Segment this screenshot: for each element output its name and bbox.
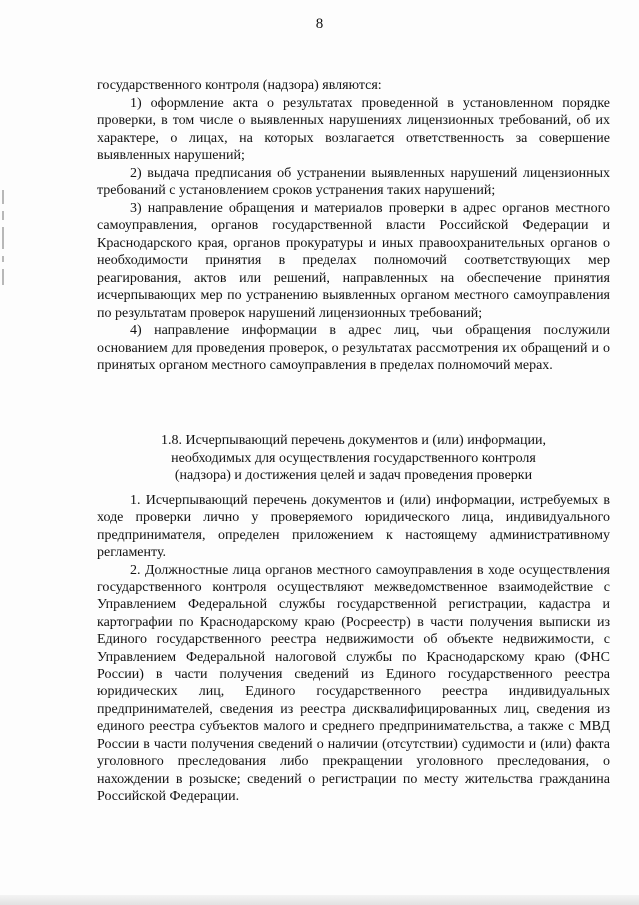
section-heading-line: (надзора) и достижения целей и задач проведения проверки: [174, 468, 533, 483]
page-number: 8: [315, 16, 324, 32]
intro-lead: государственного контроля (надзора) являются:: [97, 78, 382, 93]
list-item: 4) направление информации в адрес лиц, чьи обращения послужили основанием для проведения проверок, о результатах рассмотрения их обращений и о принятых органом местного самоуправления в пределах полномочий мерах.: [97, 323, 610, 373]
list-item: 2) выдача предписания об устранении выявленных нарушений лицензионных требований с установлением сроков устранения таких нарушений;: [97, 165, 610, 198]
paragraph: 2. Должностные лица органов местного самоуправления в ходе осуществления государственного контроля осуществляют межведомственное взаимодействие с Управлением Федеральной службы государственной регистрации, кадастра и картографии по Краснодарскому краю (Росреестр) в части получения выписки из Единого государственного реестра недвижимости об объекте недвижимости, с Управлением Федеральной налоговой службы по Краснодарскому краю (ФНС России) в части получения сведений из Единого государственного реестра юридических лиц, Единого государственного реестра индивидуальных предпринимателей, сведения из реестра дисквалифицированных лиц, сведения из единого реестра субъектов малого и среднего предпринимательства, а также с МВД России в части получения сведений о наличии (отсутствии) судимости и (или) факта уголовного преследования либо прекращении уголовного преследования, о нахождении в розыске; сведений о регистрации по месту жительства гражданина Российской Федерации.: [97, 562, 610, 804]
section-heading-line: 1.8. Исчерпывающий перечень документов и (или) информации,: [161, 433, 546, 448]
section-heading-line: необходимых для осуществления государственного контроля: [171, 450, 536, 466]
scan-bottom-edge: [0, 895, 639, 905]
scan-edge-marks: [2, 190, 5, 300]
section-heading: [97, 432, 610, 485]
list-item: 1) оформление акта о результатах проведенной в установленном порядке проверки, в том числе о выявленных нарушениях лицензионных требований, об их характере, о лицах, на которых возлагается ответственность за совершение выявленных нарушений;: [97, 95, 610, 163]
intro-block: [97, 77, 610, 375]
paragraph: 1. Исчерпывающий перечень документов и (или) информации, истребуемых в ходе проверки лично у проверяемого юридического лица, индивидуального предпринимателя, определен приложением к настоящему административному регламенту.: [97, 493, 610, 561]
section-body: [97, 492, 610, 805]
list-item: 3) направление обращения и материалов проверки в адрес органов местного самоуправления, органов государственной власти Российской Федерации и Краснодарского края, органов прокуратуры и иных правоохранительных органов о необходимости принятия в пределах полномочий соответствующих мер реагирования, актов или решений, направленных на обеспечение принятия исчерпывающих мер по устранению выявленных органом местного самоуправления по результатам проверок нарушений лицензионных требований;: [97, 200, 610, 321]
